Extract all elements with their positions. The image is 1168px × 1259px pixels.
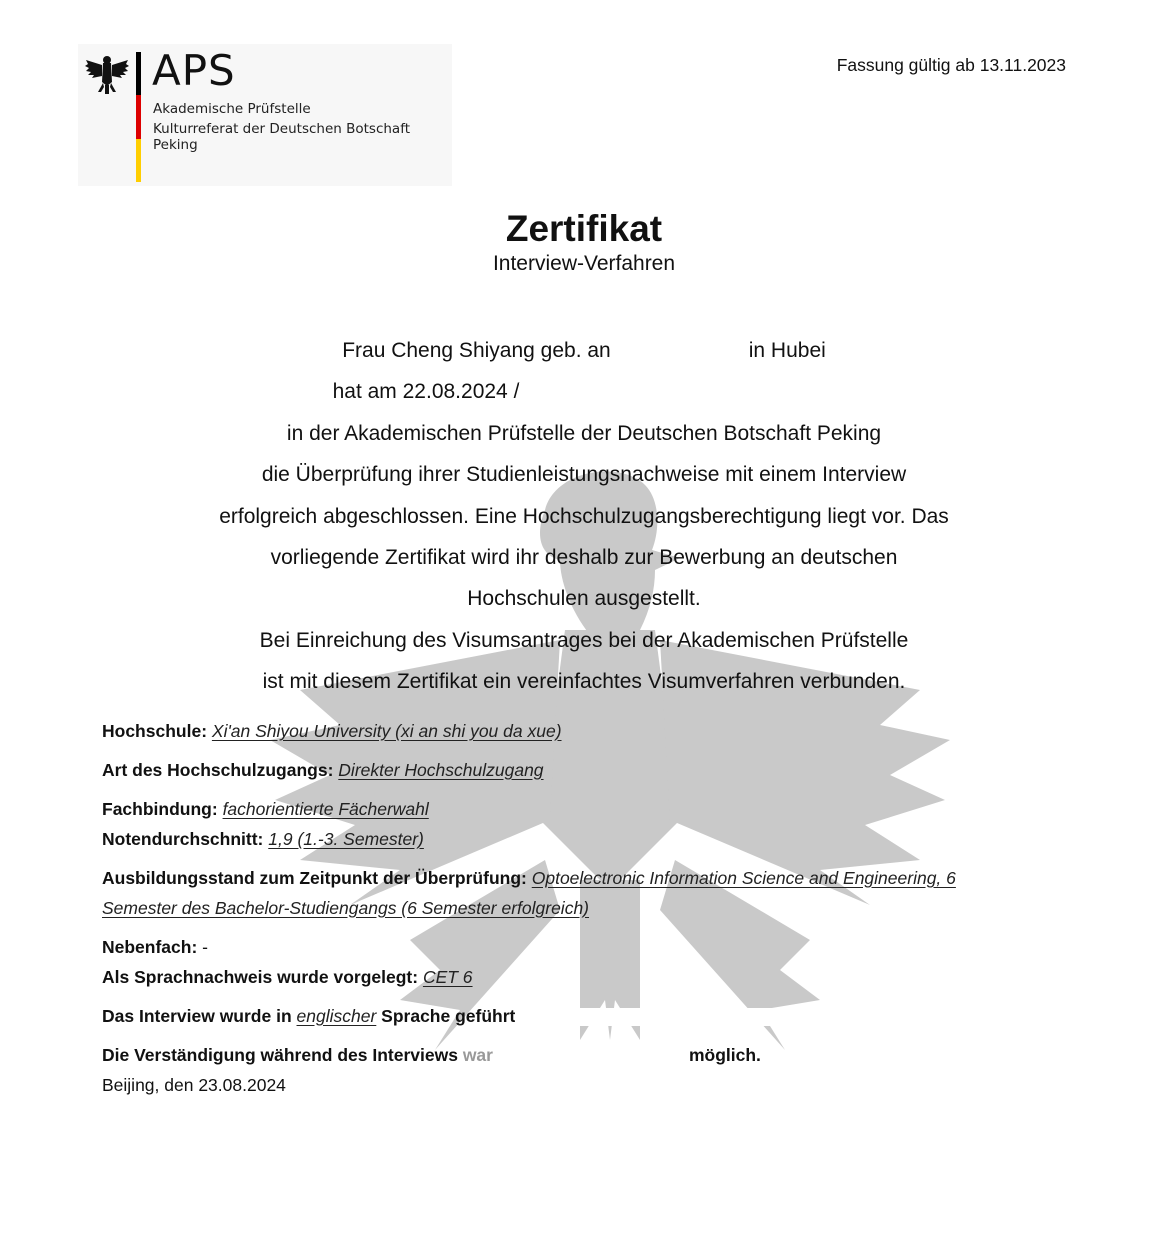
field-label: Als Sprachnachweis wurde vorgelegt: [102, 967, 419, 987]
body-text: in Hubei [748, 339, 826, 362]
field-label: Hochschule: [102, 721, 208, 741]
flag-stripe-gold [136, 139, 141, 182]
page-subtitle: Interview-Verfahren [492, 252, 676, 275]
flag-stripe-red [136, 95, 141, 138]
field-value: - [202, 937, 208, 957]
field-value: CET 6 [422, 967, 473, 987]
certificate-fields [102, 716, 1082, 1070]
field-verstaendigung [102, 1040, 1082, 1070]
field-value: 1,9 (1.-3. Semester) [268, 829, 424, 849]
logo-subtitle-1: Akademische Prüfstelle [153, 101, 311, 117]
field-text: möglich. [688, 1045, 761, 1065]
field-label: Nebenfach: [102, 937, 198, 957]
redaction [493, 1047, 689, 1065]
flag-stripe-black [136, 52, 141, 95]
issue-date: Beijing, den 23.08.2024 [102, 1075, 286, 1095]
body-text: Frau Cheng Shiyang geb. an [342, 339, 611, 362]
field-value: englischer [296, 1006, 377, 1026]
field-label: Notendurchschnitt: [102, 829, 264, 849]
redaction [519, 383, 835, 403]
page-title: Zertifikat [505, 208, 663, 249]
body-text: hat am 22.08.2024 / [332, 380, 520, 404]
field-label: Fachbindung: [102, 799, 218, 819]
field-hochschule [102, 716, 1082, 746]
field-nebenfach [102, 932, 1082, 962]
certificate-body [0, 330, 1168, 703]
body-line: ist mit diesem Zertifikat ein vereinfachtes Visumverfahren verbunden. [262, 670, 906, 694]
eagle-emblem-icon [84, 52, 130, 98]
field-interview-language [102, 1001, 1082, 1031]
field-value: Direkter Hochschulzugang [338, 760, 544, 780]
field-value: Xi'an Shiyou University (xi an shi you da xue) [211, 721, 562, 741]
field-text: war [462, 1045, 493, 1065]
field-value: Semester des Bachelor-Studiengangs (6 Semester erfolgreich) [102, 898, 590, 918]
field-label: Art des Hochschulzugangs: [102, 760, 334, 780]
body-line: Hochschulen ausgestellt. [467, 587, 701, 611]
field-text: Das Interview wurde in [102, 1006, 292, 1026]
body-line [0, 330, 1168, 371]
logo-title: APS [152, 46, 236, 95]
field-ausbildung [102, 863, 1082, 893]
redaction [611, 341, 749, 361]
body-line: vorliegende Zertifikat wird ihr deshalb zur Bewerbung an deutschen [270, 546, 898, 570]
body-line: erfolgreich abgeschlossen. Eine Hochschulzugangsberechtigung liegt vor. Das [219, 504, 949, 528]
logo-subtitle-2: Kulturreferat der Deutschen Botschaft Peking [153, 121, 411, 153]
body-line [0, 371, 1168, 412]
field-noten [102, 824, 1082, 854]
field-fachbindung [102, 794, 1082, 824]
german-flag-bar [136, 52, 141, 182]
body-line: in der Akademischen Prüfstelle der Deutschen Botschaft Peking [286, 421, 882, 445]
body-line: die Überprüfung ihrer Studienleistungsnachweise mit einem Interview [261, 463, 907, 487]
field-ausbildung-cont [102, 893, 1082, 923]
field-value: Optoelectronic Information Science and Engineering, 6 [531, 868, 956, 888]
aps-logo [78, 44, 452, 186]
field-text: Die Verständigung während des Interviews [102, 1045, 458, 1065]
field-value: fachorientierte Fächerwahl [222, 799, 429, 819]
field-zugang [102, 755, 1082, 785]
body-line: Bei Einreichung des Visumsantrages bei der Akademischen Prüfstelle [259, 628, 909, 652]
field-sprachnachweis [102, 962, 1082, 992]
field-label: Ausbildungsstand zum Zeitpunkt der Überprüfung: [102, 868, 527, 888]
redaction [515, 1008, 775, 1026]
field-text: Sprache geführt [381, 1006, 516, 1026]
version-note: Fassung gültig ab 13.11.2023 [836, 55, 1066, 75]
